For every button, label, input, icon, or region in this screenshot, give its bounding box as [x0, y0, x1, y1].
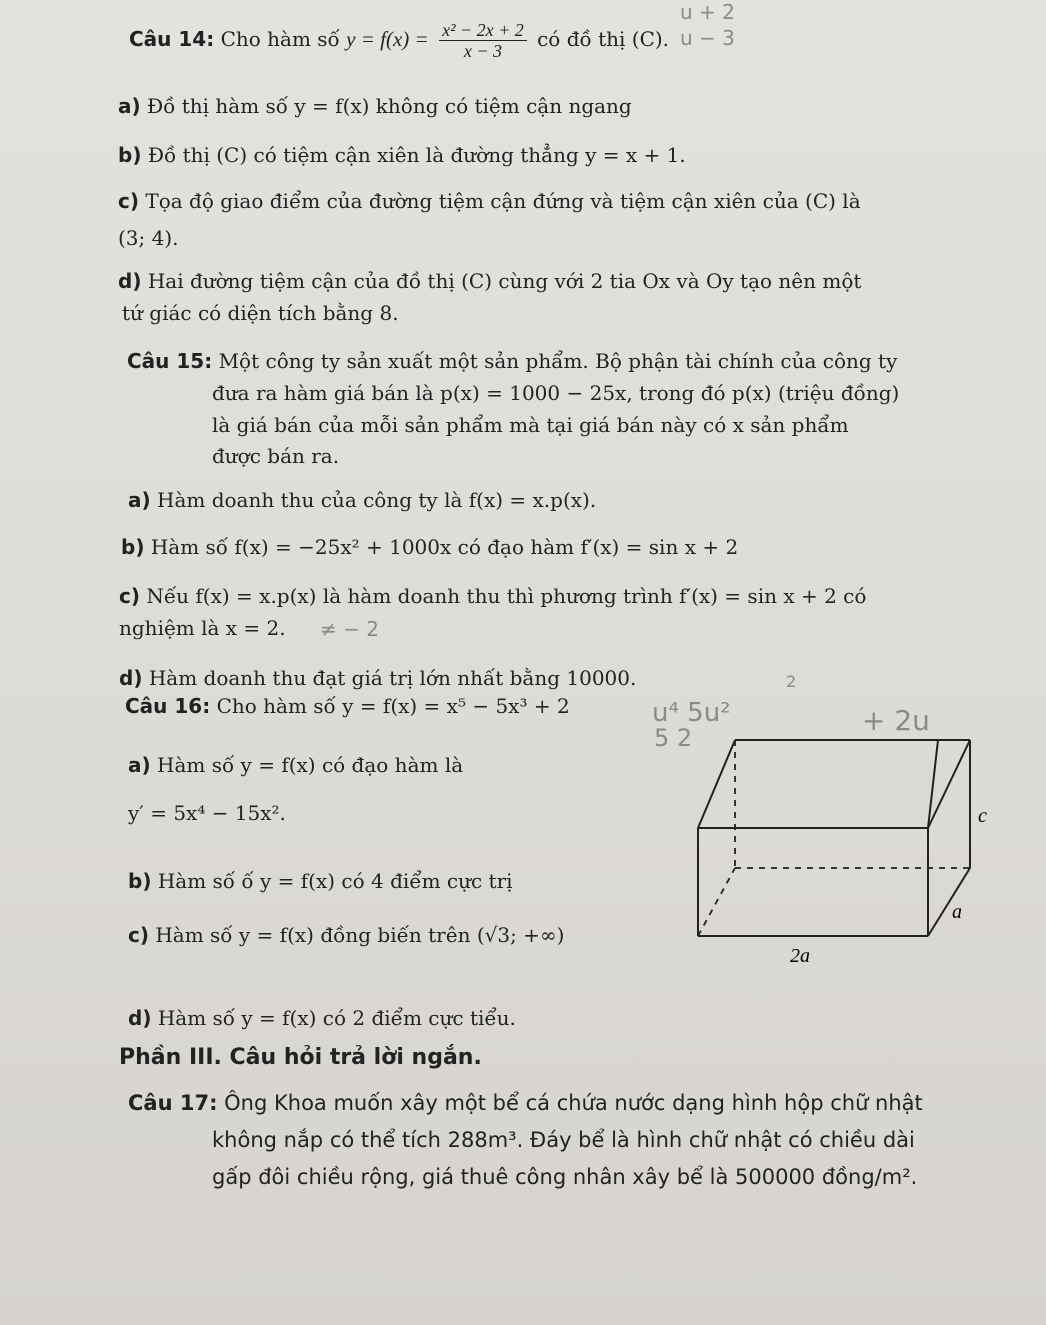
handwriting-note-1: u + 2	[680, 0, 735, 24]
q16-b-text: Hàm số ố y = f(x) có 4 điểm cực trị	[157, 869, 513, 893]
q15-c-label: c)	[119, 584, 140, 608]
q14-label: Câu 14:	[129, 27, 215, 51]
q14-d-cont: tứ giác có diện tích bằng 8.	[122, 301, 399, 325]
handwriting-note-7: 2	[786, 672, 797, 691]
q16-a-label: a)	[128, 753, 151, 777]
q15-b-label: b)	[121, 535, 145, 559]
q17-line2: không nắp có thể tích 288m³. Đáy bể là hình chữ nhật có chiều dài	[212, 1128, 915, 1152]
q15-c-cont: nghiệm là x = 2.	[119, 616, 286, 640]
q17-line1	[128, 1090, 923, 1116]
q14-line1	[129, 20, 669, 61]
q16-c	[128, 922, 564, 948]
q15-a-text: Hàm doanh thu của công ty là f(x) = x.p(x).	[157, 488, 597, 512]
q16-label: Câu 16:	[125, 694, 211, 718]
q14-a-label: a)	[118, 94, 141, 118]
q14-d-text: Hai đường tiệm cận của đồ thị (C) cùng với 2 tia Ox và Oy tạo nên một	[147, 269, 862, 293]
q15-line4: được bán ra.	[212, 444, 340, 468]
q14-c-cont: (3; 4).	[118, 226, 179, 250]
box-label-2a: 2a	[790, 945, 810, 967]
box-hidden-diag	[698, 868, 735, 936]
q16-a-cont: y′ = 5x⁴ − 15x².	[128, 801, 286, 825]
q15-line1	[127, 348, 897, 374]
q15-line3: là giá bán của mỗi sản phẩm mà tại giá bán này có x sản phẩm	[212, 413, 849, 437]
q14-c-text: Tọa độ giao điểm của đường tiệm cận đứng và tiệm cận xiên của (C) là	[145, 189, 861, 213]
q15-d	[119, 665, 636, 691]
q14-b	[118, 142, 686, 168]
q16-intro: Cho hàm số y = f(x) = x⁵ − 5x³ + 2	[216, 694, 570, 718]
handwriting-note-5: 5 2	[654, 724, 693, 752]
q14-b-text: Đồ thị (C) có tiệm cận xiên là đường thẳng y = x + 1.	[147, 143, 686, 167]
handwriting-note-2: u − 3	[680, 26, 735, 50]
q15-b-text: Hàm số f(x) = −25x² + 1000x có đạo hàm f′(x) = sin x + 2	[150, 535, 739, 559]
q16-d-label: d)	[128, 1006, 152, 1030]
q15-c	[119, 583, 866, 609]
handwriting-note-3: ≠ − 2	[320, 617, 379, 641]
box-label-c: c	[978, 805, 987, 827]
q16-a-text: Hàm số y = f(x) có đạo hàm là	[157, 753, 464, 777]
q14-d-label: d)	[118, 269, 142, 293]
q15-a-label: a)	[128, 488, 151, 512]
q16-a	[128, 752, 463, 778]
q15-line2: đưa ra hàm giá bán là p(x) = 1000 − 25x, trong đó p(x) (triệu đồng)	[212, 381, 900, 405]
q14-d	[118, 268, 861, 294]
q16-b	[128, 868, 513, 894]
box-right-top-diag	[928, 740, 938, 828]
q15-line1-text: Một công ty sản xuất một sản phẩm. Bộ phận tài chính của công ty	[218, 349, 898, 373]
q14-fraction	[439, 20, 527, 61]
section3-title: Phần III. Câu hỏi trả lời ngắn.	[119, 1045, 482, 1070]
q15-d-label: d)	[119, 666, 143, 690]
q14-c	[118, 188, 861, 214]
box-bottom-right-diag	[928, 868, 970, 936]
handwriting-note-6: + 2u	[862, 704, 930, 737]
handwriting-note-4: u⁴ 5u²	[652, 698, 731, 728]
q14-c-label: c)	[118, 189, 139, 213]
q14-b-label: b)	[118, 143, 142, 167]
q17-line1-text: Ông Khoa muốn xây một bể cá chứa nước dạng hình hộp chữ nhật	[224, 1091, 923, 1115]
q15-label: Câu 15:	[127, 349, 213, 373]
q14-frac-denominator: x − 3	[463, 41, 502, 61]
q15-d-text: Hàm doanh thu đạt giá trị lớn nhất bằng 10000.	[148, 666, 637, 690]
q16-b-label: b)	[128, 869, 152, 893]
q14-tail: có đồ thị (C).	[537, 27, 670, 51]
q15-a	[128, 487, 596, 513]
q15-c-text: Nếu f(x) = x.p(x) là hàm doanh thu thì phương trình f′(x) = sin x + 2 có	[146, 584, 867, 608]
q14-func: y = f(x) =	[346, 27, 429, 51]
q14-a	[118, 93, 632, 119]
q15-b	[121, 534, 738, 560]
q17-label: Câu 17:	[128, 1091, 218, 1115]
q16-d	[128, 1005, 516, 1031]
q16-d-text: Hàm số y = f(x) có 2 điểm cực tiểu.	[157, 1006, 516, 1030]
q16-line1	[125, 693, 570, 719]
q16-c-text: Hàm số y = f(x) đồng biến trên (√3; +∞)	[155, 923, 565, 947]
q14-a-text: Đồ thị hàm số y = f(x) không có tiệm cận ngang	[147, 94, 632, 118]
box-left-top-diag	[698, 740, 735, 828]
q14-frac-numerator: x² − 2x + 2	[439, 20, 527, 41]
q14-intro: Cho hàm số	[220, 27, 340, 51]
box-label-a: a	[952, 901, 962, 923]
rectangular-box-figure	[690, 728, 990, 968]
q16-c-label: c)	[128, 923, 149, 947]
q17-line3: gấp đôi chiều rộng, giá thuê công nhân xây bể là 500000 đồng/m².	[212, 1165, 918, 1189]
